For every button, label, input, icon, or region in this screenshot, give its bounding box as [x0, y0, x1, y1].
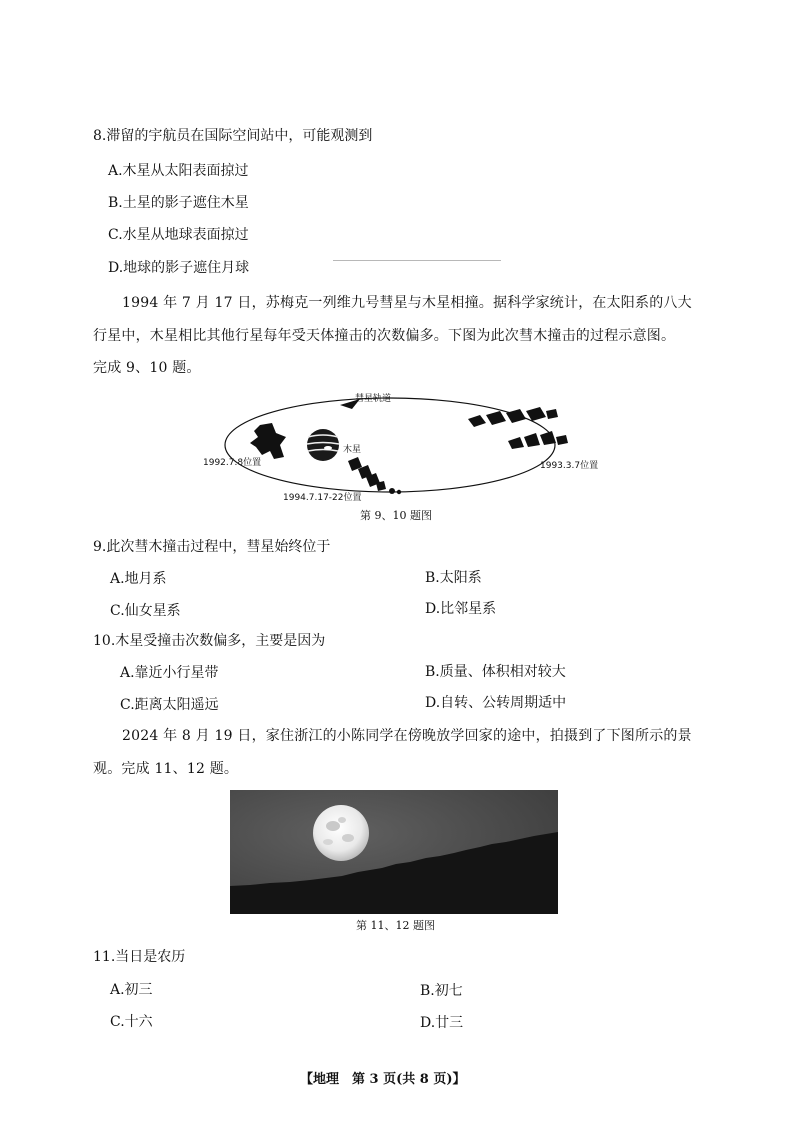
question-11-stem: 11.当日是农历 — [93, 949, 186, 965]
question-11-option-c: C.十六 — [110, 1014, 153, 1030]
question-10-stem: 10.木星受撞击次数偏多，主要是因为 — [93, 633, 326, 649]
comet-1992-icon — [250, 423, 286, 459]
comet-impact-diagram — [190, 385, 610, 510]
question-9-stem: 9.此次彗木撞击过程中，彗星始终位于 — [93, 539, 331, 555]
passage-1-line-1: 1994 年 7 月 17 日，苏梅克一列维九号彗星与木星相撞。据科学家统计，在太阳系的八大 — [122, 295, 692, 311]
question-9-option-d: D.比邻星系 — [425, 601, 497, 617]
question-11-option-a: A.初三 — [110, 982, 153, 998]
question-9-option-c: C.仙女星系 — [110, 603, 181, 619]
figure-1-caption: 第 9、10 题图 — [360, 509, 432, 522]
passage-1-line-3: 完成 9、10 题。 — [93, 360, 201, 376]
passage-2-line-1: 2024 年 8 月 19 日，家住浙江的小陈同学在傍晚放学回家的途中，拍摄到了下图所示的景 — [122, 728, 692, 744]
question-8-option-d: D.地球的影子遮住月球 — [108, 260, 250, 276]
passage-2-line-2: 观。完成 11、12 题。 — [93, 761, 239, 777]
position-1992-label: 1992.7.8位置 — [203, 458, 262, 468]
question-8-option-b: B.土星的影子遮住木星 — [108, 195, 249, 211]
question-8-stem: 8.滞留的宇航员在国际空间站中，可能观测到 — [93, 128, 373, 144]
position-1994-label: 1994.7.17-22位置 — [283, 493, 362, 503]
question-9-option-a: A.地月系 — [110, 571, 167, 587]
question-10-option-d: D.自转、公转周期适中 — [425, 695, 567, 711]
comet-orbit-label: 彗星轨道 — [355, 394, 392, 404]
question-9-option-b: B.太阳系 — [425, 570, 482, 586]
moon-photo-svg — [230, 790, 558, 914]
question-8-option-a: A.木星从太阳表面掠过 — [108, 163, 249, 179]
question-11-option-b: B.初七 — [420, 983, 463, 999]
comet-1994-fragments — [348, 457, 401, 494]
question-10-option-b: B.质量、体积相对较大 — [425, 664, 566, 680]
full-moon-icon — [313, 805, 369, 861]
page-footer: 【地理 第 3 页(共 8 页)】 — [300, 1072, 466, 1087]
comet-1993-fragments-lower — [508, 431, 568, 449]
question-11-option-d: D.廿三 — [420, 1015, 464, 1031]
passage-1-line-2: 行星中，木星相比其他行星每年受天体撞击的次数偏多。下图为此次彗木撞击的过程示意图。 — [93, 328, 676, 344]
scan-smudge — [333, 260, 501, 261]
question-10-option-a: A.靠近小行星带 — [120, 665, 219, 681]
jupiter-label: 木星 — [343, 445, 362, 455]
comet-orbit-svg — [190, 385, 610, 510]
figure-2-caption: 第 11、12 题图 — [356, 919, 435, 932]
comet-1993-fragments-upper — [468, 407, 558, 427]
question-10-option-c: C.距离太阳遥远 — [120, 697, 219, 713]
question-8-option-c: C.水星从地球表面掠过 — [108, 227, 249, 243]
jupiter-icon — [307, 429, 339, 461]
position-1993-label: 1993.3.7位置 — [540, 461, 599, 471]
moon-photo — [230, 790, 558, 914]
